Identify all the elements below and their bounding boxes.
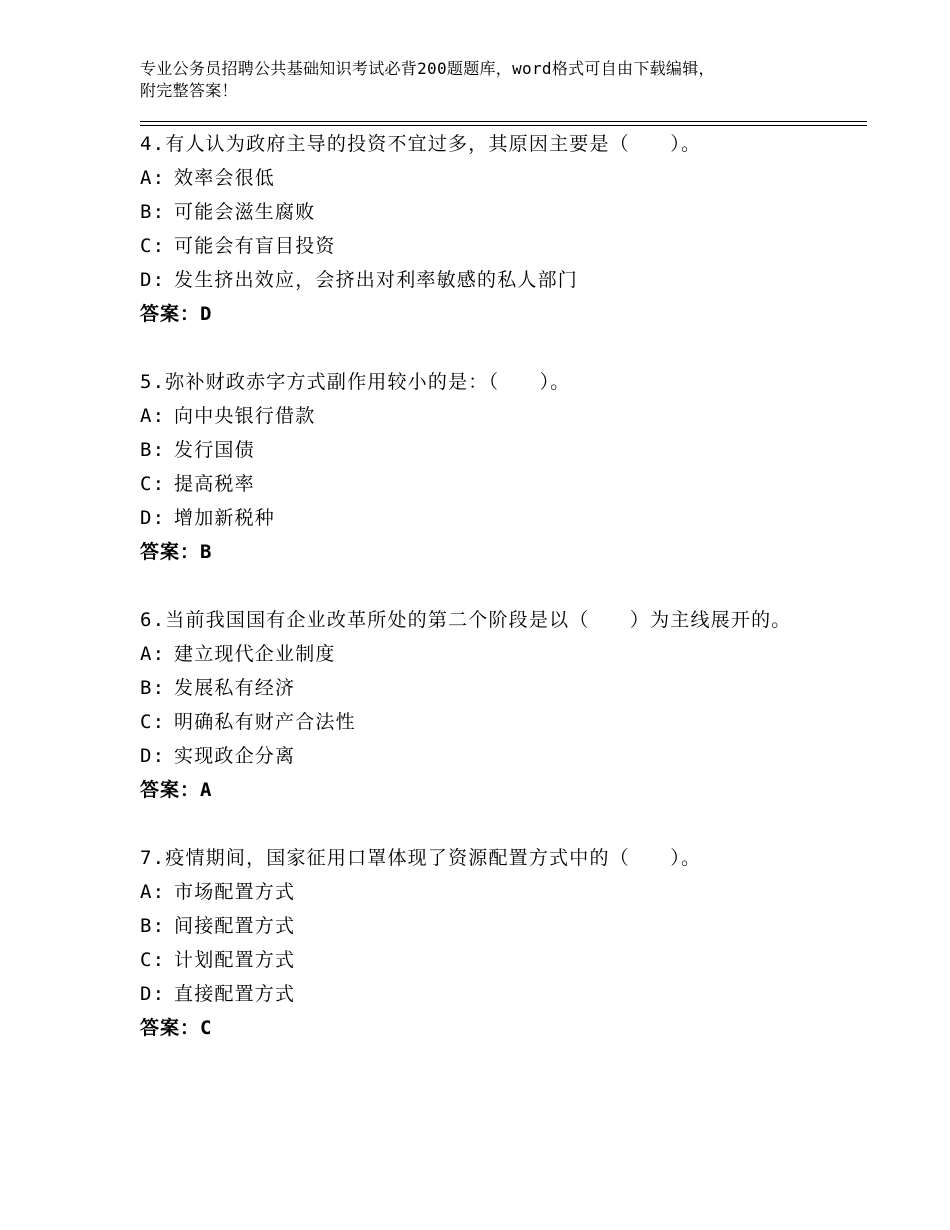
option-b (140, 909, 820, 943)
option-c (140, 467, 820, 501)
option-c (140, 705, 820, 739)
option-letter: C: (140, 473, 166, 495)
option-text: 实现政企分离 (174, 745, 296, 767)
option-c (140, 943, 820, 977)
header-line-1: 专业公务员招聘公共基础知识考试必背200题题库，word格式可自由下载编辑， (140, 59, 715, 78)
question-stem: 4.有人认为政府主导的投资不宜过多，其原因主要是（ ）。 (140, 133, 702, 155)
option-d (140, 977, 820, 1011)
answer-value: A (200, 779, 213, 801)
answer-label: 答案： (140, 303, 201, 325)
option-letter: B: (140, 439, 166, 461)
option-letter: D: (140, 269, 166, 291)
option-text: 间接配置方式 (174, 915, 296, 937)
option-a (140, 637, 820, 671)
option-text: 建立现代企业制度 (174, 643, 336, 665)
question-list (140, 127, 820, 1079)
option-text: 可能会滋生腐败 (174, 201, 316, 223)
option-letter: A: (140, 167, 166, 189)
question-7 (140, 841, 820, 1045)
option-d (140, 739, 820, 773)
question-stem: 6.当前我国国有企业改革所处的第二个阶段是以（ ）为主线展开的。 (140, 609, 792, 631)
question-stem: 7.疫情期间，国家征用口罩体现了资源配置方式中的（ ）。 (140, 847, 702, 869)
option-a (140, 161, 820, 195)
header-divider-bottom (140, 125, 867, 126)
option-d (140, 501, 820, 535)
option-letter: C: (140, 949, 166, 971)
option-b (140, 195, 820, 229)
option-text: 发行国债 (174, 439, 255, 461)
option-letter: C: (140, 235, 166, 257)
option-text: 效率会很低 (174, 167, 276, 189)
option-letter: A: (140, 643, 166, 665)
option-letter: C: (140, 711, 166, 733)
option-letter: D: (140, 507, 166, 529)
answer-line (140, 1011, 820, 1045)
option-text: 明确私有财产合法性 (174, 711, 356, 733)
answer-line (140, 297, 820, 331)
answer-value: D (200, 303, 213, 325)
answer-value: B (200, 541, 213, 563)
option-text: 发生挤出效应，会挤出对利率敏感的私人部门 (174, 269, 579, 291)
question-5 (140, 365, 820, 569)
answer-line (140, 535, 820, 569)
option-letter: D: (140, 745, 166, 767)
option-text: 市场配置方式 (174, 881, 296, 903)
option-a (140, 875, 820, 909)
option-letter: B: (140, 915, 166, 937)
option-b (140, 433, 820, 467)
answer-label: 答案： (140, 541, 201, 563)
option-c (140, 229, 820, 263)
option-letter: A: (140, 881, 166, 903)
option-text: 发展私有经济 (174, 677, 296, 699)
option-a (140, 399, 820, 433)
header-line-2: 附完整答案！ (140, 81, 238, 100)
option-text: 计划配置方式 (174, 949, 296, 971)
answer-line (140, 773, 820, 807)
question-stem: 5.弥补财政赤字方式副作用较小的是：（ ）。 (140, 371, 571, 393)
question-6 (140, 603, 820, 807)
option-text: 向中央银行借款 (174, 405, 316, 427)
option-text: 直接配置方式 (174, 983, 296, 1005)
answer-label: 答案： (140, 779, 201, 801)
question-4 (140, 127, 820, 331)
option-text: 增加新税种 (174, 507, 276, 529)
answer-value: C (200, 1017, 213, 1039)
option-letter: B: (140, 677, 166, 699)
option-letter: B: (140, 201, 166, 223)
option-b (140, 671, 820, 705)
option-d (140, 263, 820, 297)
answer-label: 答案： (140, 1017, 201, 1039)
option-text: 可能会有盲目投资 (174, 235, 336, 257)
option-letter: A: (140, 405, 166, 427)
option-letter: D: (140, 983, 166, 1005)
option-text: 提高税率 (174, 473, 255, 495)
document-header (140, 58, 820, 102)
header-divider-top (140, 121, 867, 122)
